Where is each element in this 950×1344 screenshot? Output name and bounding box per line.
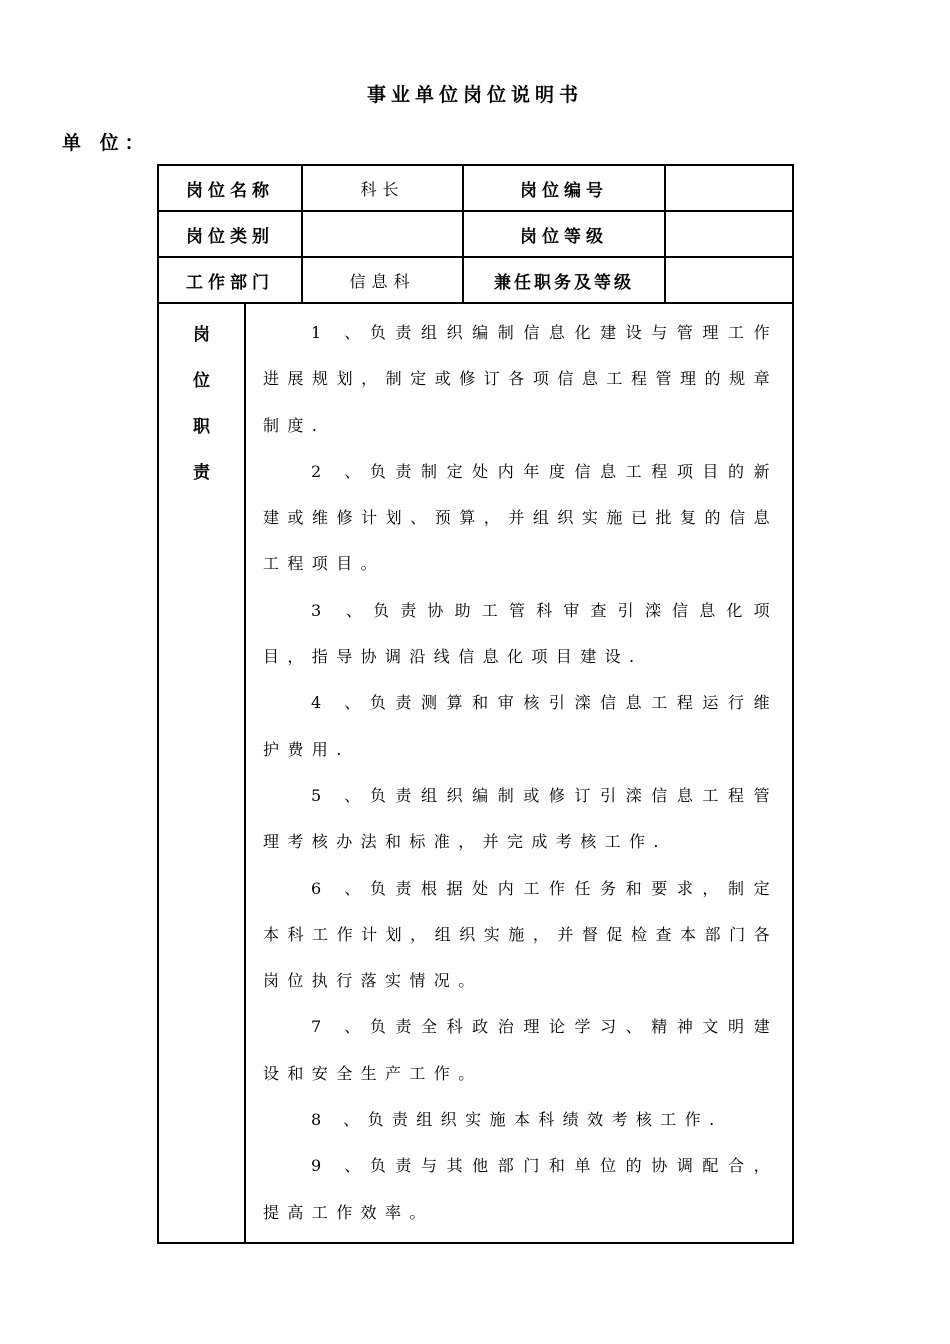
duties-label-char: 责 xyxy=(193,463,210,483)
table-row xyxy=(158,211,793,257)
duties-label xyxy=(158,303,245,1243)
concurrent-post-label: 兼任职务及等级 xyxy=(463,257,665,303)
duty-item: 5 、负责组织编制或修订引滦信息工程管理考核办法和标准，并完成考核工作. xyxy=(263,785,778,852)
post-grade-label: 岗位等级 xyxy=(463,211,665,257)
department-value: 信息科 xyxy=(302,257,463,303)
duty-item: 8 、负责组织实施本科绩效考核工作. xyxy=(311,1110,723,1130)
duties-content xyxy=(245,303,793,1243)
duty-item: 7 、负责全科政治理论学习、精神文明建设和安全生产工作。 xyxy=(263,1017,778,1083)
document-title: 事业单位岗位说明书 xyxy=(366,84,583,106)
post-number-label: 岗位编号 xyxy=(463,165,665,211)
post-name-label: 岗位名称 xyxy=(158,165,302,211)
post-grade-value xyxy=(665,211,793,257)
duty-item: 4 、负责测算和审核引滦信息工程运行维护费用. xyxy=(263,693,778,759)
unit-label: 单 位： xyxy=(62,132,150,154)
post-number-value xyxy=(665,165,793,211)
duty-item: 6 、负责根据处内工作任务和要求，制定本科工作计划，组织实施，并督促检查本部门各岗位执行落实情况。 xyxy=(263,878,778,991)
job-description-table xyxy=(157,164,794,1244)
duties-label-char: 职 xyxy=(193,417,210,437)
department-label: 工作部门 xyxy=(158,257,302,303)
table-row xyxy=(158,303,793,1243)
table-row xyxy=(158,165,793,211)
post-name-value: 科长 xyxy=(302,165,463,211)
duty-item: 9 、负责与其他部门和单位的协调配合，提高工作效率。 xyxy=(263,1156,778,1222)
duties-label-char: 岗 xyxy=(193,325,210,345)
table-row xyxy=(158,257,793,303)
concurrent-post-value xyxy=(665,257,793,303)
post-category-value xyxy=(302,211,463,257)
duty-item: 1 、负责组织编制信息化建设与管理工作进展规划，制定或修订各项信息工程管理的规章制度. xyxy=(263,323,778,435)
duty-item: 3 、负责协助工管科审查引滦信息化项目，指导协调沿线信息化项目建设. xyxy=(263,600,778,667)
duty-item: 2 、负责制定处内年度信息工程项目的新建或维修计划、预算，并组织实施已批复的信息工程项目。 xyxy=(263,461,778,574)
post-category-label: 岗位类别 xyxy=(158,211,302,257)
duties-label-char: 位 xyxy=(193,371,210,391)
